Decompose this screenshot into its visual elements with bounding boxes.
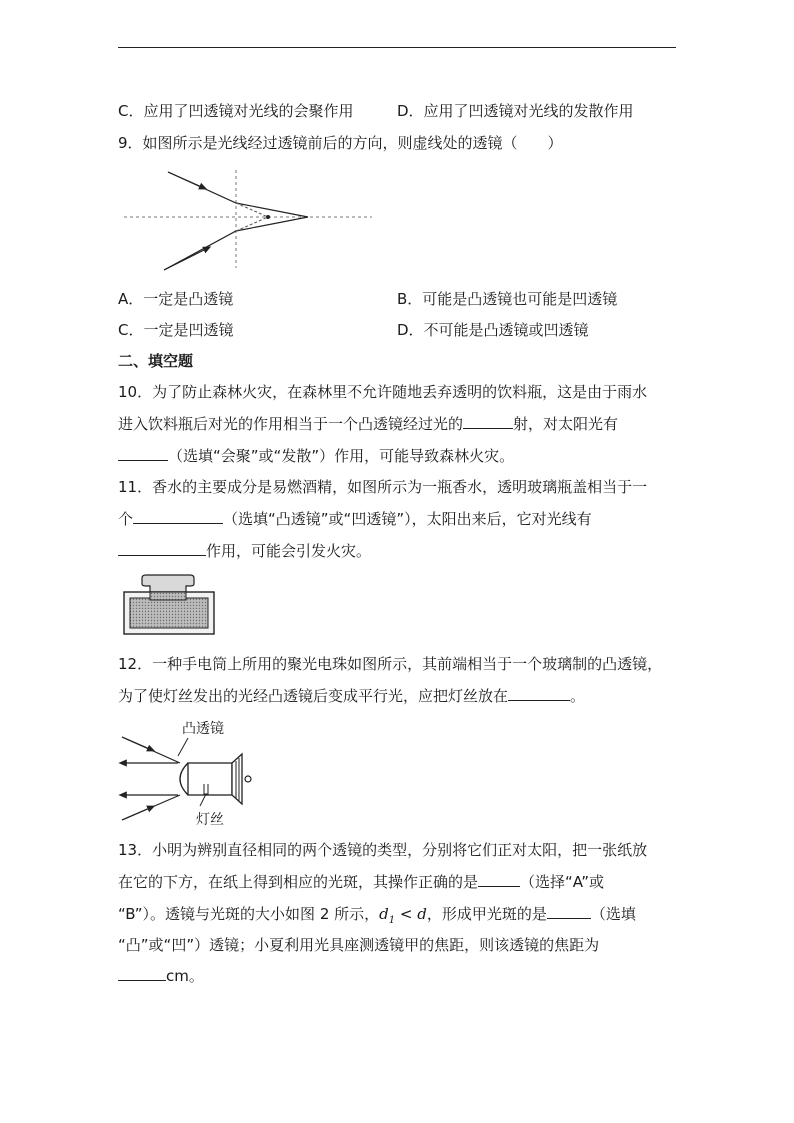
q10-blank-1[interactable] bbox=[463, 414, 513, 429]
q12-contact bbox=[245, 776, 251, 782]
q13-line-4-text: “凸”或“凹”）透镜；小夏利用光具座测透镜甲的焦距，则该透镜的焦距为 bbox=[118, 936, 600, 954]
q11-bottle-neck bbox=[150, 592, 186, 600]
q9-stem-text: 9．如图所示是光线经过透镜前后的方向，则虚线处的透镜（ ） bbox=[118, 134, 563, 152]
q9-option-b-text: B．可能是凸透镜也可能是凹透镜 bbox=[397, 290, 618, 308]
q11-line-3-text: 作用，可能会引发火灾。 bbox=[206, 542, 372, 560]
q10-line-3 bbox=[118, 446, 514, 466]
q13-d1-sub: 1 bbox=[388, 915, 396, 926]
q11-line-3 bbox=[118, 541, 371, 561]
q11-blank-2[interactable] bbox=[118, 541, 206, 556]
q13-line-1-text: 13．小明为辨别直径相同的两个透镜的类型，分别将它们正对太阳，把一张纸放 bbox=[118, 841, 648, 859]
q13-line-2 bbox=[118, 872, 604, 892]
q13-line-1 bbox=[118, 840, 647, 860]
q12-line-1 bbox=[118, 654, 662, 674]
q11-line-2 bbox=[118, 509, 592, 529]
q12-label-lens: 凸透镜 bbox=[182, 721, 224, 737]
q13-line-2b-text: （选择“A”或 bbox=[520, 873, 604, 891]
q12-line-2-end: 。 bbox=[570, 687, 586, 705]
q8-option-d-text: D．应用了凹透镜对光线的发散作用 bbox=[397, 102, 634, 120]
q9-option-c bbox=[118, 320, 233, 340]
section-title bbox=[118, 351, 193, 371]
q8-option-c-text: C．应用了凹透镜对光线的会聚作用 bbox=[118, 102, 354, 120]
q12-ray-diag-top-arrow bbox=[122, 737, 152, 750]
q13-blank-2[interactable] bbox=[547, 904, 591, 919]
q11-line-2b-text: （选填“凸透镜”或“凹透镜”），太阳出来后，它对光线有 bbox=[223, 510, 592, 528]
q13-line-4 bbox=[118, 935, 599, 955]
q9-ray-bottom-extension bbox=[236, 217, 268, 231]
q9-option-a-text: A．一定是凸透镜 bbox=[118, 290, 234, 308]
q10-line-3-text: （选填“会聚”或“发散”）作用，可能导致森林火灾。 bbox=[168, 447, 515, 465]
q11-line-1-text: 11．香水的主要成分是易燃酒精，如图所示为一瓶香水，透明玻璃瓶盖相当于一 bbox=[118, 478, 648, 496]
q9-option-d-text: D．不可能是凸透镜或凹透镜 bbox=[397, 321, 589, 339]
q12-ray-diag-bottom-arrow bbox=[122, 807, 152, 820]
q10-line-2b-text: 射，对太阳光有 bbox=[513, 415, 619, 433]
q11-perfume-bottle-figure bbox=[120, 574, 220, 638]
q11-bottle-liquid bbox=[130, 598, 208, 628]
q13-line-3 bbox=[118, 904, 636, 931]
q9-stem bbox=[118, 133, 563, 153]
q10-line-2 bbox=[118, 414, 618, 434]
q11-blank-1[interactable] bbox=[133, 509, 223, 524]
q9-option-b bbox=[397, 289, 617, 309]
q9-ray-top bbox=[168, 172, 308, 217]
q13-line-3a-text: “B”）。透镜与光斑的大小如图 2 所示， bbox=[118, 905, 380, 923]
q8-option-d bbox=[397, 101, 634, 121]
q12-lens-leader bbox=[178, 738, 188, 756]
q8-option-c bbox=[118, 101, 353, 121]
q13-blank-1[interactable] bbox=[478, 872, 520, 887]
q10-line-1 bbox=[118, 382, 647, 402]
q13-line-5-text: cm。 bbox=[166, 967, 204, 985]
q9-option-c-text: C．一定是凹透镜 bbox=[118, 321, 234, 339]
q11-line-1 bbox=[118, 477, 647, 497]
q11-line-2a-text: 个 bbox=[118, 510, 134, 528]
q9-ray-top-extension bbox=[236, 203, 268, 217]
q13-line-5 bbox=[118, 966, 204, 986]
q10-line-2a-text: 进入饮料瓶后对光的作用相当于一个凸透镜经过光的 bbox=[118, 415, 464, 433]
header-rule bbox=[118, 47, 676, 48]
q13-blank-3[interactable] bbox=[118, 966, 166, 981]
section-title-text: 二、填空题 bbox=[118, 352, 194, 370]
q13-line-3b-text: ，形成甲光斑的是 bbox=[426, 905, 547, 923]
q9-focus-point bbox=[266, 215, 270, 219]
q10-blank-2[interactable] bbox=[118, 446, 168, 461]
q12-label-filament: 灯丝 bbox=[196, 812, 224, 828]
q13-d1: d bbox=[379, 905, 389, 923]
q12-bulb-body bbox=[188, 763, 232, 795]
q11-bottle-cap bbox=[142, 575, 194, 592]
q9-option-d bbox=[397, 320, 589, 340]
q13-line-2a-text: 在它的下方，在纸上得到相应的光斑，其操作正确的是 bbox=[118, 873, 479, 891]
q9-option-a bbox=[118, 289, 233, 309]
q13-d: d bbox=[417, 905, 427, 923]
q12-line-2-text: 为了使灯丝发出的光经凸透镜后变成平行光，应把灯丝放在 bbox=[118, 687, 509, 705]
q12-convex-lens bbox=[180, 763, 188, 795]
q12-flashlight-figure bbox=[118, 716, 263, 828]
q12-line-1-text: 12．一种手电筒上所用的聚光电珠如图所示，其前端相当于一个玻璃制的凸透镜， bbox=[118, 655, 663, 673]
q13-line-3c-text: （选填 bbox=[590, 905, 636, 923]
q13-lt: < bbox=[395, 905, 418, 923]
q12-bulb-base bbox=[232, 754, 242, 804]
q12-line-2 bbox=[118, 686, 585, 706]
q12-blank-1[interactable] bbox=[508, 686, 570, 701]
q9-light-ray-figure bbox=[120, 166, 380, 278]
q10-line-1-text: 10．为了防止森林火灾，在森林里不允许随地丢弃透明的饮料瓶，这是由于雨水 bbox=[118, 383, 648, 401]
q12-filament-leader bbox=[200, 794, 206, 806]
